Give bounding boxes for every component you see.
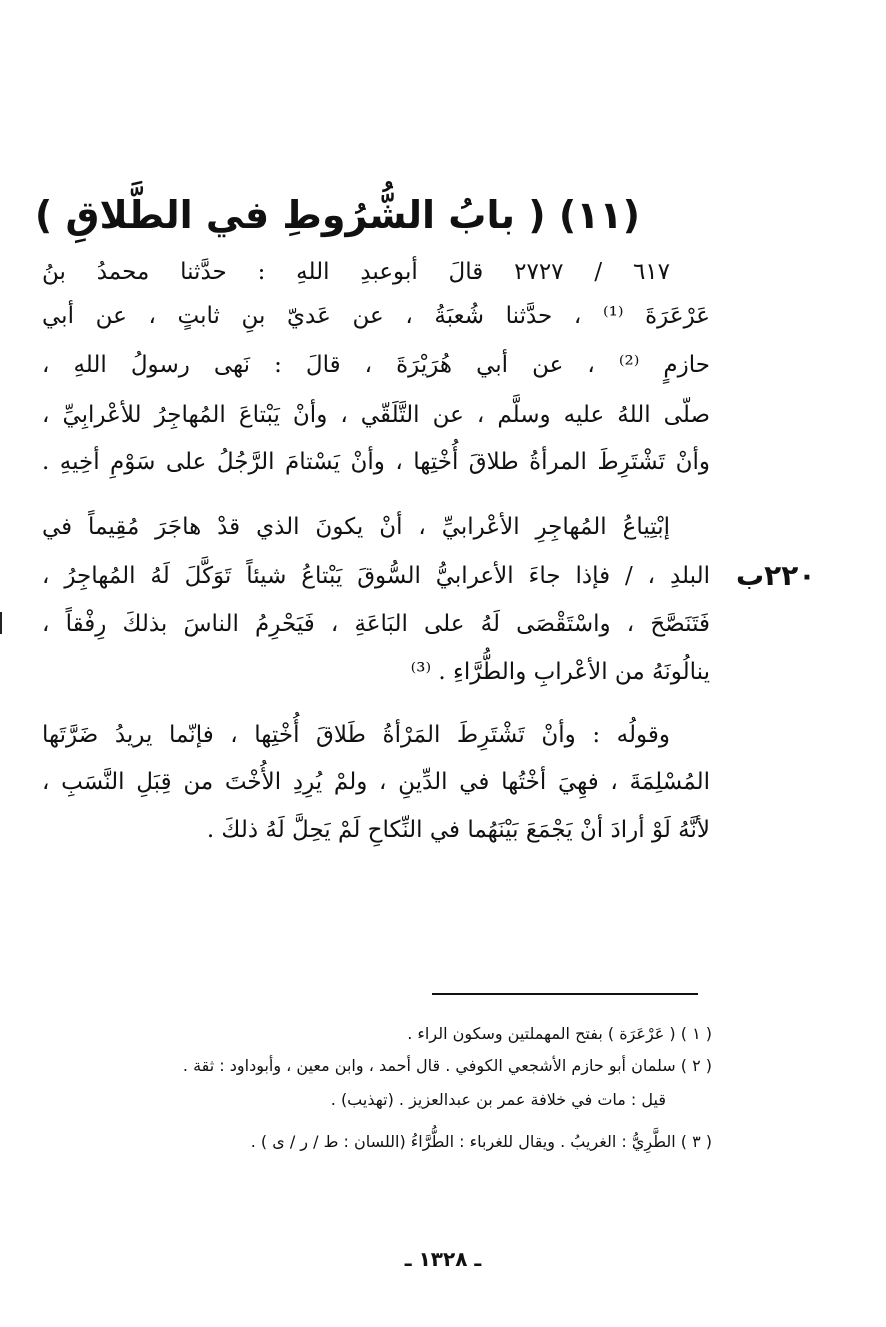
page-number: ـ ١٣٢٨ ـ <box>404 1247 482 1271</box>
hadith-line: حازمٍ ⁽²⁾ ، عن أبي هُرَيْرَةَ ، قالَ : نَهى رسولُ اللهِ ، <box>42 352 710 378</box>
hadith-line: وأنْ تَشْتَرِطَ المرأةُ طلاقَ أُخْتِها ، وأنْ يَسْتامَ الرَّجُلُ على سَوْمِ أخِيهِ . <box>42 449 710 475</box>
hadith-line: صلّى اللهُ عليه وسلَّم ، عن التَّلَقّي ، وأنْ يَبْتاعَ المُهاجِرُ للأعْرابِيِّ ، <box>42 402 710 428</box>
commentary-line: وقولُه : وأنْ تَشْتَرِطَ المَرْأةُ طَلاقَ أُخْتِها ، فإنّما يريدُ ضَرَّتَها <box>42 722 670 748</box>
scan-edge-mark <box>0 612 2 634</box>
footnote-2-continued: قيل : مات في خلافة عمر بن عبدالعزيز . (تهذيب) . <box>330 1090 666 1109</box>
chapter-heading: (١١) ( بابُ الشُّرُوطِ في الطَّلاقِ ) <box>34 193 640 237</box>
commentary-line: ينالُونَهُ من الأعْرابِ والطُّرَّاءِ . ⁽³⁾ <box>410 659 710 685</box>
commentary-line: البلدِ ، / فإذا جاءَ الأعرابيُّ السُّوقَ يَبْتاعُ شيئاً تَوَكَّلَ لَهُ المُهاجِرُ ، <box>42 563 710 589</box>
footnote-separator <box>432 993 698 995</box>
footnote-1: ( ١ ) ( عَرْعَرَة ) بفتح المهملتين وسكون الراء . <box>407 1024 712 1043</box>
footnote-2: ( ٢ ) سلمان أبو حازم الأشجعي الكوفي . قال أحمد ، وابن معين ، وأبوداود : ثقة . <box>182 1056 712 1075</box>
commentary-line: المُسْلِمَةَ ، فهِيَ أخْتُها في الدِّينِ ، ولمْ يُرِدِ الأُخْتَ من قِبَلِ النَّسَبِ ، <box>42 769 710 795</box>
folio-margin-note: ٢٢٠ب <box>736 559 816 592</box>
commentary-line: لأنَّهُ لَوْ أرادَ أنْ يَجْمَعَ بَيْنَهُما في النِّكاحِ لَمْ يَحِلَّ لَهُ ذلكَ . <box>206 817 710 843</box>
commentary-line: إبْتِياعُ المُهاجِرِ الأعْرابيِّ ، أنْ يكونَ الذي قدْ هاجَرَ مُقِيماً في <box>42 514 670 540</box>
footnote-3: ( ٣ ) الطَّرِيُّ : الغريبُ . ويقال للغرباء : الطُّرَّاءُ (اللسان : ط / ر / ى ) . <box>250 1132 712 1151</box>
hadith-line: ٦١٧ / ٢٧٢٧ قالَ أبوعبدِ اللهِ : حدَّثنا محمدُ بنُ <box>42 259 670 285</box>
hadith-line: عَرْعَرَةَ ⁽¹⁾ ، حدَّثنا شُعبَةُ ، عن عَديّ بنِ ثابتٍ ، عن أبي <box>42 303 710 329</box>
commentary-line: فَتَنَصَّحَ ، واسْتَقْصَى لَهُ على البَاعَةِ ، فَيَحْرِمُ الناسَ بذلكَ رِفْقاً ، <box>42 611 710 637</box>
